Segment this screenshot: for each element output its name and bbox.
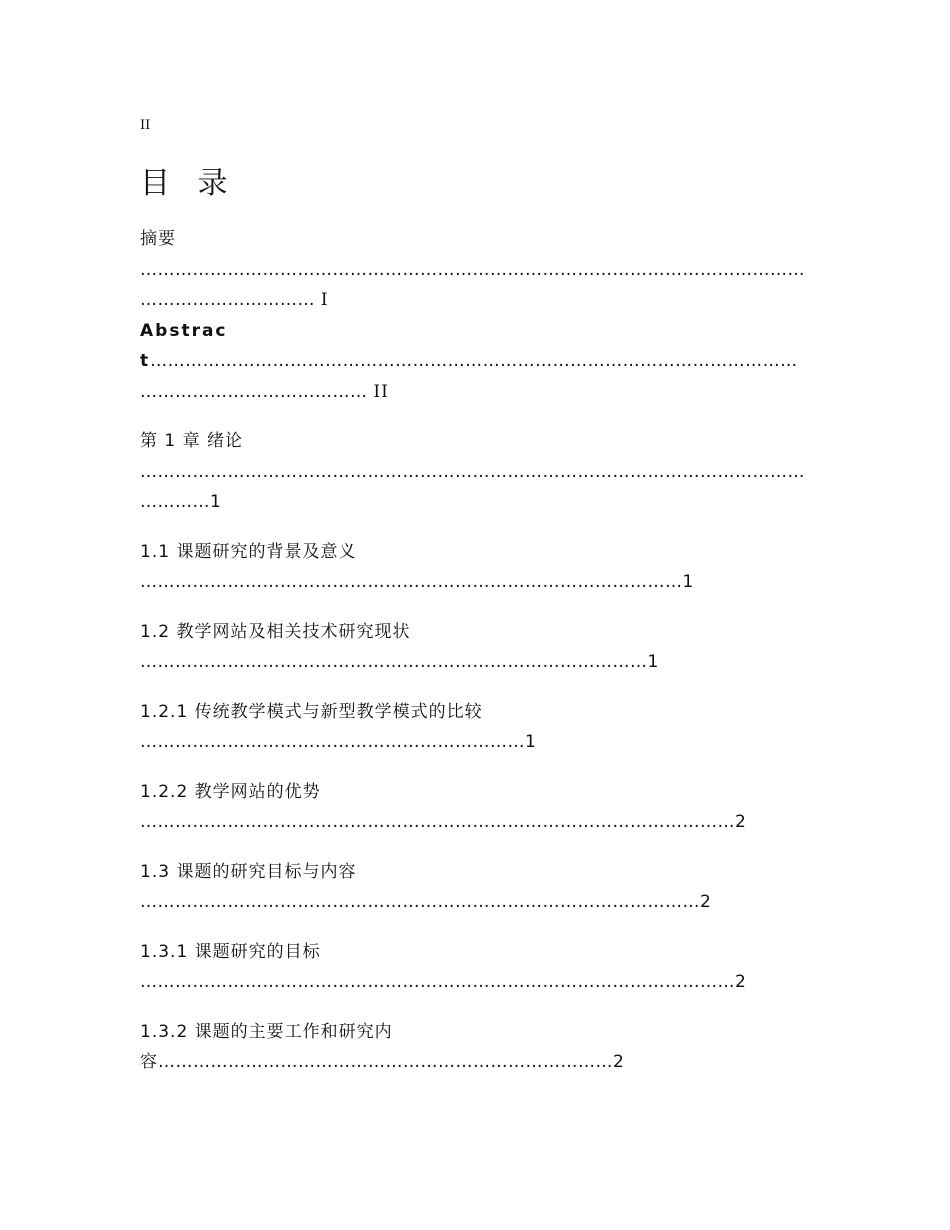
toc-page-ref: 2 xyxy=(735,972,747,992)
table-of-contents xyxy=(140,224,810,1078)
toc-entry-1-2-1[interactable] xyxy=(140,697,810,758)
toc-leader-dots: ………………………………………………………… xyxy=(140,732,525,752)
toc-entry-chapter-1[interactable] xyxy=(140,426,810,518)
page-number: II xyxy=(140,118,151,133)
toc-page-ref: 1 xyxy=(525,732,537,752)
toc-leader-dots: …………………………………………………………………………………… xyxy=(140,892,700,912)
toc-page-ref: 2 xyxy=(700,892,712,912)
toc-entry-title: 1.1 课题研究的背景及意义 xyxy=(140,541,357,562)
toc-leader-dots: …………………………………………………………………… xyxy=(158,1052,613,1072)
toc-leader-dots: ……………………………………………………………………………………………………………………………… xyxy=(140,259,805,310)
toc-page-ref: 1 xyxy=(210,492,222,512)
toc-leader-dots: ……………………………………………………………………………………………………………… xyxy=(140,461,805,512)
toc-title: 目 录 xyxy=(140,166,237,201)
toc-entry-title: 1.3 课题的研究目标与内容 xyxy=(140,861,357,882)
toc-entry-1-1[interactable] xyxy=(140,537,810,598)
toc-leader-dots: …………………………………………………………………………………………………………………………………… xyxy=(140,351,798,402)
toc-page-ref: 2 xyxy=(735,812,747,832)
toc-page-ref: 1 xyxy=(647,652,660,672)
toc-entry-1-3[interactable] xyxy=(140,857,810,918)
toc-entry-1-2[interactable] xyxy=(140,617,810,678)
toc-entry-title: 摘要 xyxy=(140,229,176,249)
toc-leader-dots: …………………………………………………………………………… xyxy=(140,652,648,672)
toc-entry-title: 1.3.2 课题的主要工作和研究内容 xyxy=(140,1021,393,1072)
toc-page-ref: II xyxy=(373,381,389,402)
toc-leader-dots: ………………………………………………………………………………………… xyxy=(140,972,735,992)
toc-entry-1-3-2[interactable] xyxy=(140,1017,810,1078)
toc-entry-title: 1.3.1 课题研究的目标 xyxy=(140,941,321,962)
toc-entry-abstract-cn[interactable] xyxy=(140,224,810,316)
toc-entry-title: 第 1 章 绪论 xyxy=(140,431,244,451)
toc-page-ref: 1 xyxy=(682,572,695,592)
toc-entry-title: Abstract xyxy=(140,320,228,371)
toc-entry-1-3-1[interactable] xyxy=(140,937,810,998)
toc-entry-abstract-en[interactable] xyxy=(140,316,810,408)
toc-entry-title: 1.2.1 传统教学模式与新型教学模式的比较 xyxy=(140,701,483,722)
toc-entry-1-2-2[interactable] xyxy=(140,777,810,838)
toc-page-ref: I xyxy=(320,290,329,310)
toc-entry-title: 1.2.2 教学网站的优势 xyxy=(140,781,321,802)
toc-leader-dots: ………………………………………………………………………………………… xyxy=(140,812,735,832)
toc-page-ref: 2 xyxy=(613,1052,625,1072)
toc-entry-title: 1.2 教学网站及相关技术研究现状 xyxy=(140,621,411,642)
toc-leader-dots: ………………………………………………………………………………… xyxy=(140,572,683,592)
